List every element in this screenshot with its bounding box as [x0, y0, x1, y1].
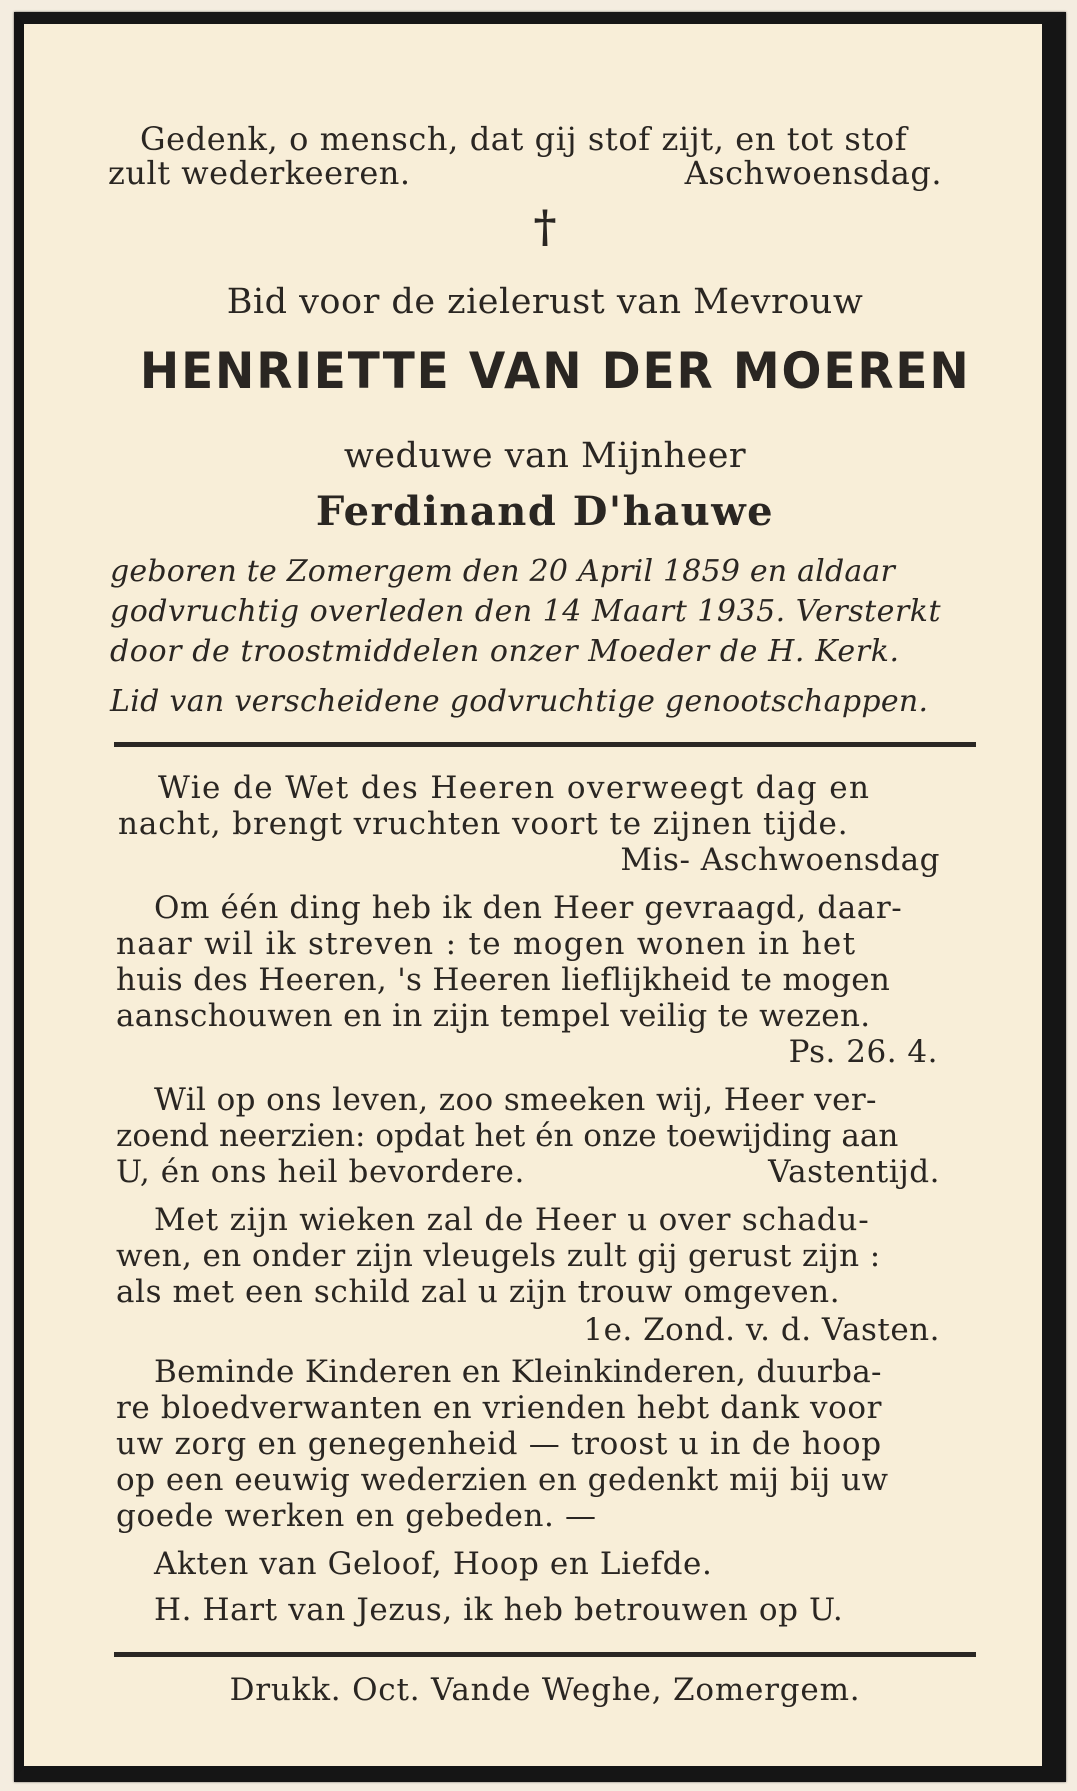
- quote-line: zoend neerzien: opdat het én onze toewijding aan: [116, 1118, 899, 1154]
- quote-line: Om één ding heb ik den Heer gevraagd, daar-: [154, 890, 903, 926]
- sacred-heart-line: H. Hart van Jezus, ik heb betrouwen op U.: [154, 1592, 844, 1628]
- quote-source: Vastentijd.: [768, 1154, 940, 1190]
- husband-name: Ferdinand D'hauwe: [315, 488, 775, 535]
- printer-line: Drukk. Oct. Vande Weghe, Zomergem.: [229, 1672, 861, 1708]
- farewell-line: op een eeuwig wederzien en gedenkt mij bij uw: [116, 1462, 889, 1498]
- quote-line: U, én ons heil bevordere.: [116, 1154, 525, 1190]
- divider-rule: [114, 1652, 976, 1657]
- card-paper: [24, 24, 1042, 1766]
- quote-line: Wie de Wet des Heeren overweegt dag en: [158, 770, 871, 806]
- farewell-line: Beminde Kinderen en Kleinkinderen, duurba-: [154, 1354, 882, 1390]
- card-text-block: [108, 24, 976, 1764]
- quote-line: aanschouwen en in zijn tempel veilig te wezen.: [116, 998, 871, 1034]
- acts-line: Akten van Geloof, Hoop en Liefde.: [154, 1546, 713, 1582]
- quote-line: nacht, brengt vruchten voort te zijnen tijde.: [118, 806, 849, 842]
- farewell-line: goede werken en gebeden. —: [116, 1498, 597, 1534]
- quote-line: Wil op ons leven, zoo smeeken wij, Heer ver-: [154, 1082, 877, 1118]
- verse-line: zult wederkeeren.: [108, 154, 411, 192]
- quote-line: huis des Heeren, 's Heeren lieflijkheid te mogen: [116, 962, 891, 998]
- bio-line: Lid van verscheidene godvruchtige genootschappen.: [110, 684, 929, 719]
- quote-line: als met een schild zal u zijn trouw omgeven.: [116, 1274, 841, 1310]
- quote-source: Ps. 26. 4.: [788, 1034, 938, 1070]
- bio-line: door de troostmiddelen onzer Moeder de H. Kerk.: [110, 634, 900, 669]
- quote-line: naar wil ik streven : te mogen wonen in het: [116, 926, 857, 962]
- verse-line: Gedenk, o mensch, dat gij stof zijt, en tot stof: [140, 120, 908, 158]
- deceased-name: HENRIETTE VAN DER MOEREN: [139, 342, 971, 400]
- divider-rule: [114, 742, 976, 747]
- quote-line: Met zijn wieken zal de Heer u over schadu-: [154, 1202, 870, 1238]
- farewell-line: uw zorg en genegenheid — troost u in de hoop: [116, 1426, 882, 1462]
- bio-line: geboren te Zomergem den 20 April 1859 en aldaar: [110, 554, 896, 589]
- farewell-line: re bloedverwanten en vrienden hebt dank voor: [116, 1390, 883, 1426]
- verse-source: Aschwoensdag.: [684, 154, 942, 192]
- quote-line: wen, en onder zijn vleugels zult gij gerust zijn :: [116, 1238, 881, 1274]
- cross-icon: †: [533, 202, 557, 253]
- widow-line: weduwe van Mijnheer: [343, 436, 747, 476]
- bio-line: godvruchtig overleden den 14 Maart 1935. Versterkt: [110, 594, 942, 629]
- memorial-card: [14, 12, 1066, 1782]
- intro-line: Bid voor de zielerust van Mevrouw: [226, 282, 864, 322]
- quote-source: Mis- Aschwoensdag: [620, 842, 940, 878]
- quote-source: 1e. Zond. v. d. Vasten.: [583, 1312, 940, 1348]
